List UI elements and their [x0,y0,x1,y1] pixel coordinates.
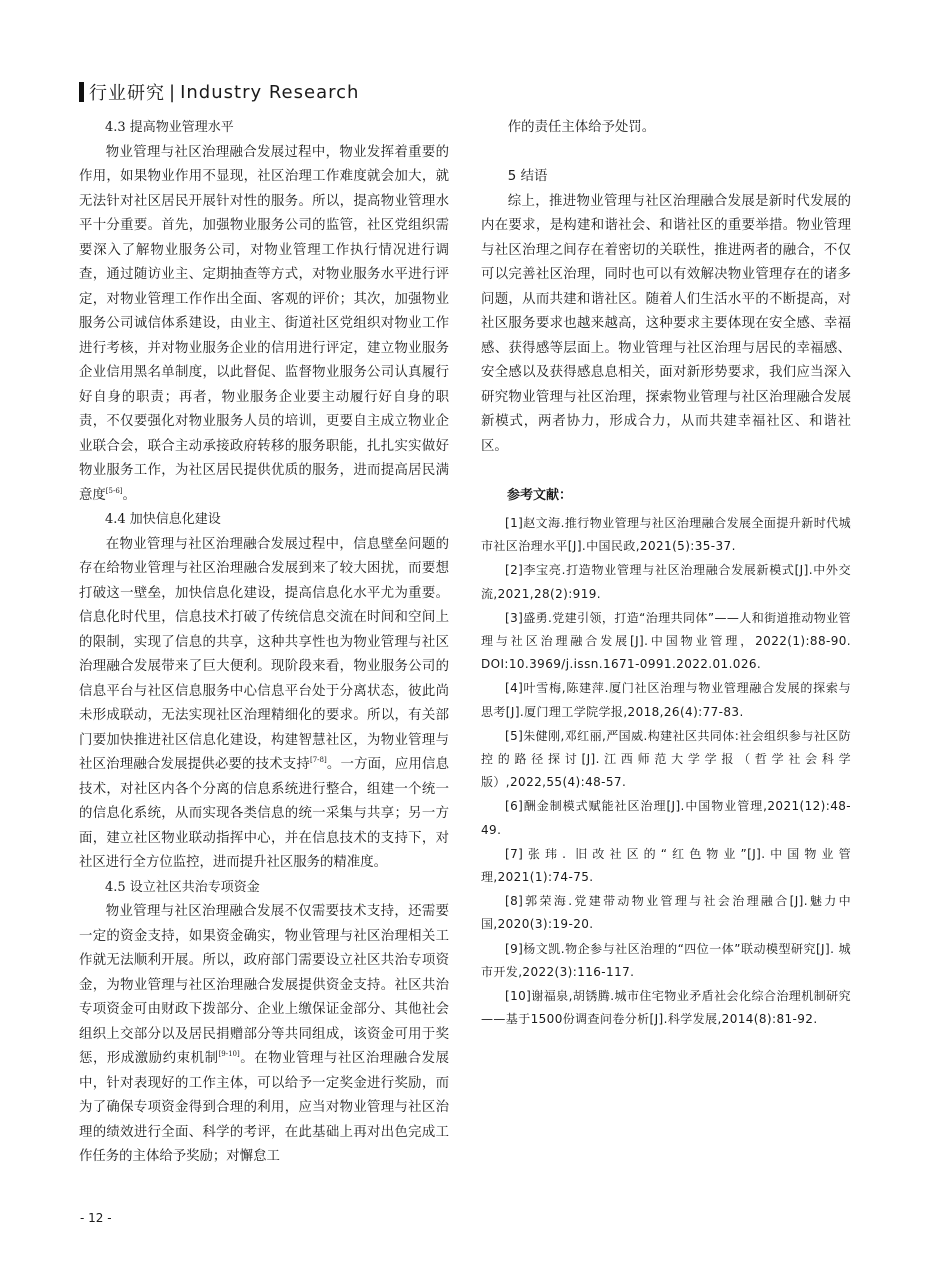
reference-item: [10]谢福泉,胡锈腾.城市住宅物业矛盾社会化综合治理机制研究——基于1500份调查问卷分析[J].科学发展,2014(8):81-92. [481,989,851,1027]
section-4-5-title: 4.5 设立社区共治专项资金 [105,879,260,895]
citation-7-8: [7-8] [309,756,327,764]
section-4-4-text: 在物业管理与社区治理融合发展过程中，信息壁垒问题的存在给物业管理与社区治理融合发展到来了较大困扰，而要想打破这一壁垒，加快信息化建设，提高信息化水平尤为重要。信息化时代里，信息技术打破了传统信息交流在时间和空间上的限制，实现了信息的共享，这种共享性也为物业管理与社区治理融合发展带来了巨大便利。现阶段来看，物业服务公司的信息平台与社区信息服务中心信息平台处于分离状态，彼此尚未形成联动，无法实现社区治理精细化的要求。所以，有关部门要加快推进社区信息化建设，构建智慧社区，为物业管理与社区治理融合发展提供必要的技术支持 [79,536,449,772]
section-4-5-text-end: 。在物业管理与社区治理融合发展中，针对表现好的工作主体，可以给予一定奖金进行奖励，而为了确保专项资金得到合理的利用，应当对物业管理与社区治理的绩效进行全面、科学的考评，在此基础上再对出色完成工作任务的主体给予奖励；对懈怠工 [79,1051,450,1164]
reference-item: [1]赵文海.推行物业管理与社区治理融合发展全面提升新时代城市社区治理水平[J].中国民政,2021(5):35-37. [481,516,851,554]
section-4-3-text: 物业管理与社区治理融合发展过程中，物业发挥着重要的作用，如果物业作用不显现，社区治理工作难度就会加大，就无法针对社区居民开展针对性的服务。所以，提高物业管理水平十分重要。首先，加强物业服务公司的监管，社区党组织需要深入了解物业服务公司，对物业管理工作执行情况进行调查，通过随访业主、定期抽查等方式，对物业服务水平进行评定，对物业管理工作作出全面、客观的评价；其次，加强物业服务公司诚信体系建设，由业主、街道社区党组织对物业工作进行考核，并对物业服务企业的信用进行评定，建立物业服务企业信用黑名单制度，以此督促、监督物业服务公司认真履行好自身的职责；再者，物业服务企业要主动履行好自身的职责，不仅要强化对物业服务人员的培训，更要自主成立物业企业联合会，联合主动承接政府转移的服务职能，扎扎实实做好物业服务工作，为社区居民提供优质的服务，进而提高居民满意度 [79,144,449,503]
citation-9-10: [9-10] [218,1050,240,1058]
reference-item: [8]郭荣海.党建带动物业管理与社会治理融合[J].魅力中国,2020(3):19-20. [481,894,851,932]
conclusion-title: 5 结语 [507,169,548,184]
reference-item: [6]酬金制模式赋能社区治理[J].中国物业管理,2021(12):48-49. [481,799,851,837]
reference-item: [4]叶雪梅,陈建萍.厦门社区治理与物业管理融合发展的探索与思考[J].厦门理工学院学报,2018,26(4):77-83. [481,681,851,719]
section-4-4-title: 4.4 加快信息化建设 [105,512,221,527]
reference-item: [3]盛勇.党建引领，打造“治理共同体”——人和街道推动物业管理与社区治理融合发展[J].中国物业管理，2022(1):88-90. DOI:10.3969/j.issn.1671-0991.2022.01.026. [481,610,851,672]
header-title-zh: 行业研究 [89,83,165,104]
page-header [79,80,359,104]
reference-item: [5]朱健刚,邓红丽,严国威.构建社区共同体:社会组织参与社区防控的路径探讨[J].江西师范大学学报（哲学社会科学版）,2022,55(4):48-57. [481,728,851,790]
section-4-3-title: 4.3 提高物业管理水平 [105,120,234,135]
reference-item: [7]张玮. 旧改社区的“红色物业”[J].中国物业管理,2021(1):74-75. [481,846,851,885]
header-title-en: Industry Research [180,81,360,103]
section-4-3-paragraph [79,141,449,509]
continuation-text: 作的责任主体给予处罚。 [507,120,656,135]
reference-item: [9]杨文凯.物企参与社区治理的“四位一体”联动模型研究[J]. 城市开发,2022(3):116-117. [481,941,851,979]
left-column [79,116,449,1170]
conclusion-paragraph: 综上，推进物业管理与社区治理融合发展是新时代发展的内在要求，是构建和谐社会、和谐社区的重要举措。物业管理与社区治理之间存在着密切的关联性，推进两者的融合，不仅可以完善社区治理，同时也可以有效解决物业管理存在的诸多问题，从而共建和谐社区。随着人们生活水平的不断提高，对社区服务要求也越来越高，这种要求主要体现在安全感、幸福感、获得感等层面上。物业管理与社区治理与居民的幸福感、安全感以及获得感息息相关，面对新形势要求，我们应当深入研究物业管理与社区治理，探索物业管理与社区治理融合发展新模式，两者协力，形成合力，从而共建幸福社区、和谐社区。 [481,193,851,454]
citation-5-6: [5-6] [105,486,123,495]
section-4-3-text-end: 。 [122,487,136,503]
section-4-4-paragraph [79,533,449,876]
page-number: - 12 - [80,1211,112,1225]
header-bar-mark [79,82,84,102]
right-column [481,116,851,1032]
section-4-4-text-end: 。一方面，应用信息技术，对社区内各个分离的信息系统进行整合，组建一个统一的信息化系统，从而实现各类信息的统一采集与共享；另一方面，建立社区物业联动指挥中心，并在信息技术的支持下，对社区进行全方位监控，进而提升社区服务的精准度。 [79,757,450,870]
references-title: 参考文献： [507,487,573,503]
section-4-5-paragraph [79,900,449,1170]
reference-item: [2]李宝亮.打造物业管理与社区治理融合发展新模式[J].中外交流,2021,28(2):919. [481,563,851,601]
reference-list [481,512,851,1031]
header-divider: | [169,81,177,103]
section-4-5-text: 物业管理与社区治理融合发展不仅需要技术支持，还需要一定的资金支持，如果资金确实，物业管理与社区治理相关工作就无法顺利开展。所以，政府部门需要设立社区共治专项资金，为物业管理与社区治理融合发展提供资金支持。社区共治专项资金可由财政下拨部分、企业上缴保证金部分、其他社会组织上交部分以及居民捐赠部分等共同组成，该资金可用于奖惩，形成激励约束机制 [79,904,449,1066]
